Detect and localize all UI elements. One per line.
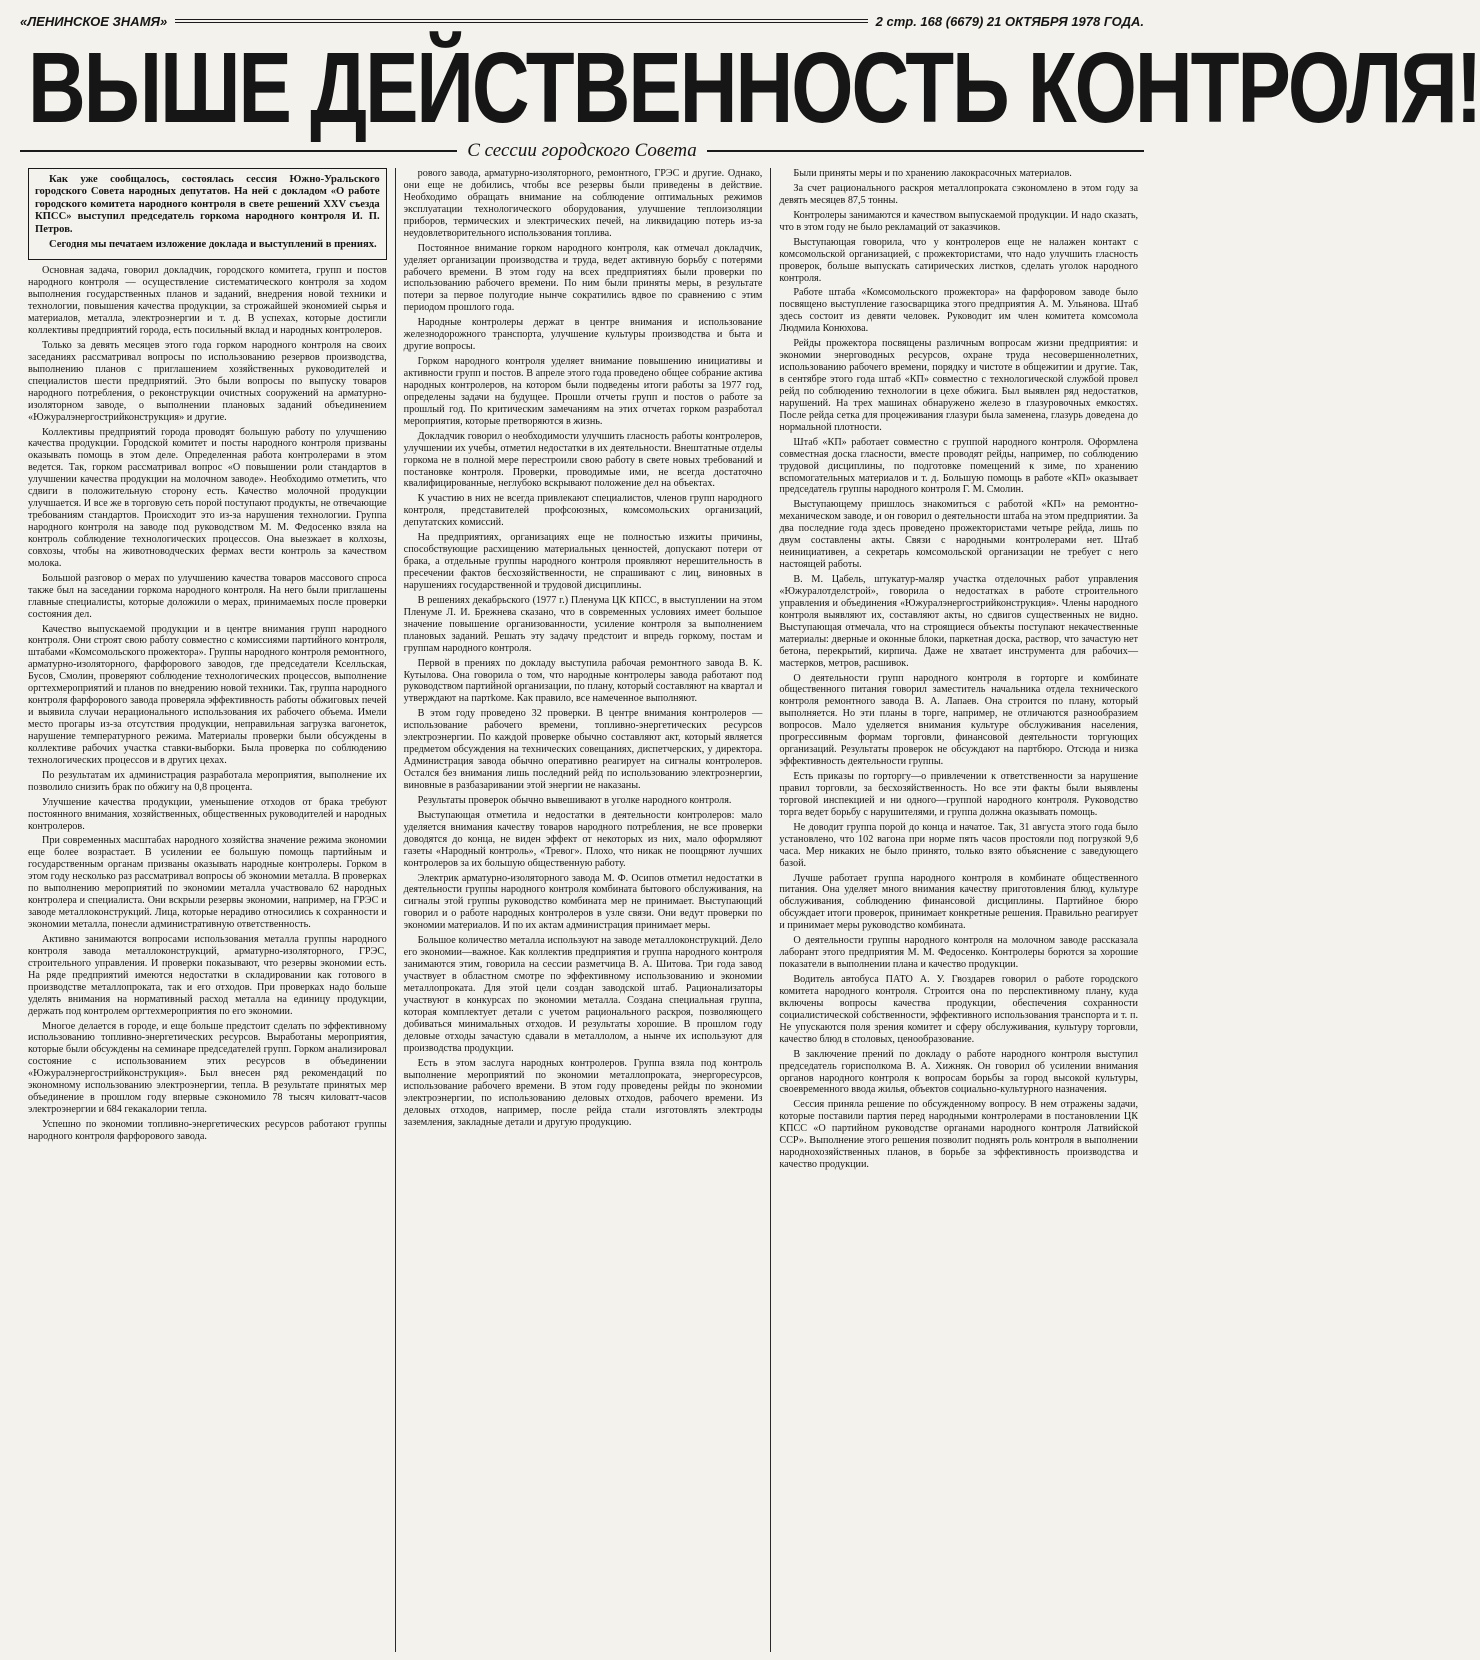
article-paragraph: По результатам их администрация разработала мероприятия, выполнение их позволило снизить брак по обжигу на 0,8 процента. — [28, 769, 387, 793]
article-paragraph: О деятельности групп народного контроля в горторге и комбинате общественного питания говорил заместитель начальника отдела технического контроля ремонтного завода В. А. Лапаев. Она строится по плану, который выполняется. Но эти планы в торге, например, не отличаются разнообразием вопросов. Мало уделяется внимания культуре обслуживания населения, прогрессивным формам торговли, финансовой деятельности торгующих организаций. Результаты проверок не обсуждают на партбюро. Отсюда и низка эффективность деятельности группы. — [779, 672, 1139, 768]
article-paragraph: Результаты проверок обычно вывешивают в уголке народного контроля. — [417, 794, 732, 806]
article-paragraph: Работе штаба «Комсомольского прожектора» на фарфоровом заводе было посвящено выступление газосварщика этого предприятия А. М. Ульянова. Штаб здесь состоит из девяти человек. Руководит им член комитета комсомола Людмила Конюхова. — [779, 287, 1139, 335]
article-paragraph: Постоянное внимание горком народного контроля, как отмечал докладчик, уделяет организации производства и труда, ведет активную борьбу с потерями рабочего времени. В этом году на всех предприятиях были проверки по использованию рабочего времени. По ним были приняты меры, в результате потери за первое полугодие нынче сократились вдвое по сравнению с этим периодом прошлого года. — [403, 242, 763, 314]
lead-paragraph: Как уже сообщалось, состоялась сессия Южно-Уральского городского Совета народных депутатов. На ней с докладом «О работе городского комитета народного контроля в свете решений XXV съезда КПСС» выступил председатель горкома народного контроля И. П. Петров. — [35, 174, 380, 235]
article-paragraph: При современных масштабах народного хозяйства значение режима экономии еще более возрастает. В усилении ее большую помощь партийным и государственным органам призваны оказывать народные контролеры. Горком в этом году несколько раз рассматривал вопросы об экономии металла. В проверках по выполнению мероприятий по экономии металла участвовало 62 народных контролера и специалиста. Они вскрыли резервы экономии, например, на ГРЭС и заводе металлоконструкций. Лица, которые нерадиво относились к сохранности и экономии металла, понесли административную ответственность. — [28, 835, 387, 931]
column-3-body — [779, 168, 1138, 1171]
newspaper-name: «ЛЕНИНСКОЕ ЗНАМЯ» — [20, 13, 168, 29]
article-columns — [20, 168, 1146, 1652]
article-paragraph: Многое делается в городе, и еще больше предстоит сделать по эффективному использованию топливно-энергетических ресурсов. Выработаны мероприятия, которые были обсуждены на семинаре председателей групп. Горком анализировал состояние с использованием этих ресурсов в объединении «Южуралэнергострийконструкция». Был внесен ряд рекомендаций по экономному использованию электроэнергии, тепла. В результате принятых мер объединение в прошлом году впервые сэкономило 78 тысяч киловатт-часов электроэнергии и 684 гекакалории тепла. — [28, 1020, 387, 1116]
article-paragraph: Горком народного контроля уделяет внимание повышению инициативы и активности групп и постов. В апреле этого года проведено общее собрание актива народных контролеров, на котором были подведены итоги работы за 1977 год, определены задачи на будущее. Прошли отчеты групп и постов о работе за прошлый год. По критическим замечаниям на этих отчетах горком разработал мероприятия, которые претворяются в жизнь. — [403, 356, 763, 427]
article-paragraph: О деятельности группы народного контроля на молочном заводе рассказала лаборант этого предприятия М. М. Федосенко. Контролеры борются за хорошие показатели в выполнении плана и качество продукции. — [779, 935, 1139, 971]
column-1-body — [28, 265, 387, 1143]
headline: ВЫШЕ ДЕЙСТВЕННОСТЬ КОНТРОЛЯ! — [28, 31, 1480, 143]
article-paragraph: рового завода, арматурно-изоляторного, ремонтного, ГРЭС и другие. Однако, они еще не добились, чтобы все резервы были приведены в действие. Необходимо обращать внимание на соблюдение оптимальных режимов эксплуатации технологического оборудования, улучшение теплоизоляции приборов, термических и электрических печей, на ликвидацию потерь из-за неудовлетворительного использования топлива. — [403, 168, 763, 239]
article-paragraph: Активно занимаются вопросами использования металла группы народного контроля завода металлоконструкций, арматурно-изоляторного, ГРЭС, строительного управления. И проверки показывают, что резервы экономии есть. На ряде предприятий имеются недостатки в складировании как готового в производстве металлопроката, так и его отходов. При проверках надо больше уделять внимания на нормативный расход металла на единицу продукции, держать под контролем оргтехмероприятия по его экономии. — [28, 933, 387, 1017]
article-paragraph: На предприятиях, организациях еще не полностью изжиты причины, способствующие расхищению материальных ценностей, допускают потери от брака, а отдельные группы народного контроля проявляют нерешительность в пресечении фактов бесхозяйственности, не спрашивают с лиц, виновных в нарушениях государственной и трудовой дисциплины. — [403, 532, 763, 591]
article-paragraph: В заключение прений по докладу о работе народного контроля выступил председатель горисполкома В. А. Хижняк. Он говорил об усилении внимания органов народного контроля к вопросам борьбы за город высокой культуры, своевременного ввода жилья, объектов социально-культурного назначения. — [779, 1048, 1139, 1096]
column-2-body — [404, 168, 763, 1129]
article-paragraph: Штаб «КП» работает совместно с группой народного контроля. Оформлена совместная доска гласности, вместе проводят рейды, например, по соблюдению трудовой дисциплины, по подготовке помещений к зиме, по хранению вспомогательных материалов и т. д. Большую помощь в работе «КП» оказывает председатель группы народного контроля Г. М. Смолин. — [779, 436, 1139, 496]
article-paragraph: Большой разговор о мерах по улучшению качества товаров массового спроса также был на заседании горкома народного контроля. На него были приглашены главные специалисты, которые доложили о мерах, принимаемых после проверки состояния дел. — [28, 572, 387, 620]
article-paragraph: К участию в них не всегда привлекают специалистов, членов групп народного контроля, представителей профсоюзных, комсомольских организаций, депутатских комиссий. — [403, 493, 763, 529]
column-2 — [395, 168, 771, 1652]
article-paragraph: Есть в этом заслуга народных контролеров. Группа взяла под контроль выполнение мероприятий по экономии металлопроката, энергоресурсов, использование рабочего времени. В этом году проведены рейды по экономии электроэнергии, по использованию деловых отходов, рабочего времени. Из деловых отходов, например, после рейда стали изготовлять электроды заземления, закладные детали и другую продукцию. — [403, 1057, 763, 1129]
article-paragraph: В решениях декабрьского (1977 г.) Пленума ЦК КПСС, в выступлении на этом Пленуме Л. И. Брежнева сказано, что в современных условиях имеет большое значение повышение организованности, усиление контроля за выполнением плановых заданий. Решать эту задачу предстоит и впредь горкому, постам и группам народного контроля. — [403, 594, 763, 654]
article-paragraph: Не доводит группа порой до конца и начатое. Так, 31 августа этого года было установлено, что 102 вагона при норме пять часов простояли под погрузкой 9,6 часа. Мер никаких не было принято, только взято объяснение с заведующего базой. — [779, 821, 1139, 869]
article-paragraph: В. М. Цабель, штукатур-маляр участка отделочных работ управления «Южуралотделстрой», говорила о недостатках в работе строительного управления и объединения «Южуралэнергострийконструкция». Члены народного контроля выявляют их, составляют акты, но сдвигов существенных не видно. Выступающая отмечала, что на строящиеся объекты поступают некачественные материалы: дверные и оконные блоки, паркетная доска, раствор, что зачастую нет бетона, перекрытий, кирпича. Даже не хватает инструмента для рабочих—мастерков, метров, расшивок. — [779, 574, 1139, 669]
article-paragraph: Докладчик говорил о необходимости улучшить гласность работы контролеров, улучшении их учебы, отметил недостатки в их деятельности. Внештатные отделы горкома не в полной мере перестроили свою работу в свете новых требований и постановке контроля. Проверки, проводимые ими, не всегда достаточно квалифицированные, неглубоко вскрывают положение дел на объектах. — [403, 430, 763, 490]
article-paragraph: За счет рационального раскроя металлопроката сэкономлено в этом году за девять месяцев 87,5 тонны. — [779, 182, 1139, 206]
article-paragraph: Контролеры занимаются и качеством выпускаемой продукции. И надо сказать, что в этом году не было рекламаций от заказчиков. — [779, 209, 1139, 233]
article-paragraph: Народные контролеры держат в центре внимания и использование железнодорожного транспорта, улучшение культуры производства и быта и другие вопросы. — [403, 317, 763, 353]
article-paragraph: Коллективы предприятий города проводят большую работу по улучшению качества продукции. Городской комитет и посты народного контроля призваны оказывать помощь в этом деле. Определенная работа контролерами в этом ведется. Так, горком рассматривал вопрос «О повышении роли стандартов в улучшении качества продукции на молочном заводе». Необходимо отметить, что сдвиги в положительную сторону есть. Качество молочной продукции улучшается. И все же в торговую сеть порой поступают продукты, не отвечающие требованиям стандартов. Происходит это из-за нарушения технологии. Группа народного контроля на заводе под руководством М. М. Федосенко взяла на контроль соблюдение технологических процессов. Она выезжает в колхозы, совхозы, чтобы на животноводческих фермах вести контроль за качеством молока. — [28, 426, 387, 569]
article-paragraph: Выступающая говорила, что у контролеров еще не налажен контакт с комсомольской организацией, с прожектористами, что надо улучшить гласность проверок, больше выпускать сатирических листков, сделать уголок народного контроля. — [779, 236, 1139, 284]
article-paragraph: В этом году проведено 32 проверки. В центре внимания контролеров — использование рабочего времени, топливно-энергетических ресурсов электроэнергии. По каждой проверке обычно составляют акт, который является предметом обсуждения на технических совещаниях, диспетчерских, у директора. Администрация завода обычно оперативно реагирует на сигналы контролеров. Остался без внимания лишь последний рейд по использованию электроэнергии, виновные в разбазаривании этой энергии не наказаны. — [403, 708, 763, 791]
article-paragraph: Есть приказы по горторгу—о привлечении к ответственности за нарушение правил торговли, за бесхозяйственность. Но все эти факты были выявлены торговой инспекцией и ни одного—группой народного контроля. Руководство торга ведет борьбу с нарушителями, и группа должна оказывать помощь. — [779, 771, 1139, 818]
article-paragraph: Рейды прожектора посвящены различным вопросам жизни предприятия: и экономии энерговодных ресурсов, охране труда несовершеннолетних, использованию рабочего времени, порядку и чистоте в общежитии и другие. Так, в сентябре этого года штаб «КП» совместно с технологической службой провел рейд по соблюдению технологии в цехе обжига. Был выявлен ряд недостатков, нарушений. На трех машинах обнаружено железо в глазуровочных емкостях. После рейда сетка для процеживания глазури была заменена, глазурь доведена до нормальной плотности. — [779, 338, 1139, 433]
column-1 — [20, 168, 395, 1652]
subhead: С сессии городского Совета — [467, 140, 697, 161]
article-paragraph: Электрик арматурно-изоляторного завода М. Ф. Осипов отметил недостатки в деятельности группы народного контроля комбината бытового обслуживания, на сигналы этой группы руководство комбината мер не принимает. Выступающий говорил и о работе народных контролеров в узле связи. Они ведут проверки по экономии материалов. И по их актам администрация принимает меры. — [403, 872, 763, 932]
article-paragraph: Водитель автобуса ПАТО А. У. Гвоздарев говорил о работе городского комитета народного контроля. Строится она по перспективному плану, куда включены вопросы качества продукции, обеспечения сохранности социалистической собственности, эффективного использования транспорта и т. п. Не упускаются поля зрения комитет и сферу обслуживания, культуру торговли, качество блюд в столовых, ценообразование. — [779, 974, 1139, 1045]
article-paragraph: Большое количество металла используют на заводе металлоконструкций. Дело его экономии—важное. Как коллектив предприятия и группа народного контроля занимаются этим, говорила на сессии разметчица В. А. Шитова. Три года завод участвует в областном смотре по эффективному использованию и экономии металлопроката. Для этой цели создан заводской штаб. Рационализаторы участвуют в конкурсах по экономии металла. Создана специальная группа, которая комплектует детали с учетом рационального раскроя, позволяющего добиваться минимальных отходов. И результаты хорошие. В прошлом году деловые отходы зачастую сдавали в металлолом, а нынче их используют для производства продукции. — [403, 935, 763, 1054]
article-paragraph: Сессия приняла решение по обсужденному вопросу. В нем отражены задачи, которые поставили партия перед народными контролерами в постановлении ЦК КПСС «О партийном руководстве органами народного контроля Латвийской ССР». Выполнение этого решения позволит поднять роль контроля в выполнении народнохозяйственных планов, в борьбе за эффективность производства и качество продукции. — [779, 1099, 1139, 1171]
article-paragraph: Лучше работает группа народного контроля в комбинате общественного питания. Она уделяет много внимания качеству приготовления блюд, культуре обслуживания, соблюдению финансовой дисциплины. Партийное бюро обсуждает итоги проверок, принимает конкретные решения. Правильно реагирует и принимает меры руководство комбината. — [779, 872, 1139, 932]
issue-info: 2 стр. 168 (6679) 21 ОКТЯБРЯ 1978 ГОДА. — [875, 13, 1144, 29]
article-paragraph: Выступающему пришлось знакомиться с работой «КП» на ремонтно-механическом заводе, и он говорил о деятельности штаба на этом предприятии. За два последние года здесь проведено прожектористами четыре рейда, лишь по двум составлены акты. Связи с народными контролерами нет. Штаб неинициативен, а секретарь комсомольской организации не требует с него настоящей работы. — [779, 499, 1139, 571]
article-paragraph: Первой в прениях по докладу выступила рабочая ремонтного завода В. К. Кутылова. Она говорила о том, что народные контролеры завода работают под руководством партийной организации, по плану, который составляют на квартал и утверждают на партkоме. Как правило, все намеченное выполняют. — [403, 657, 763, 705]
article-paragraph: Выступающая отметила и недостатки в деятельности контролеров: мало уделяется внимания качеству товаров народного потребления, не все проверки доводятся до конца, не виден эффект от некоторых из них, мало оформляют газеты «Народный контроль», «Тревог». Плохо, что никак не поощряют лучших контролеров за их большую общественную работу. — [403, 809, 763, 869]
article-paragraph: Основная задача, говорил докладчик, городского комитета, групп и постов народного контроля — осуществление систематического контроля за ходом выполнения государственных планов и заданий, внедрения новой техники и технологии, повышения качества продукции, за строжайшей экономией сырья и материалов, металла, электроэнергии и т. д. В успехах, которые достигли коллективы предприятий города, есть посильный вклад и народных контролеров. — [28, 265, 387, 337]
article-paragraph: Качество выпускаемой продукции и в центре внимания групп народного контроля. Они строят свою работу совместно с комиссиями партийного контроля, штабами «Комсомольского прожектора». Группы народного контроля ремонтного, арматурно-изоляторного, фарфорового заводов, где председатели Кселльская, Бусов, Смолин, проверяют соблюдение технологических процессов, выполнение оргтехмероприятий и планов по внедрению новой техники. Так, группа народного контроля фарфорового завода проверяла эффективность работы обжиговых печей и выявила случаи нерационального использования их рабочего объема. Имели место прогары из-за отсутствия продукции, неправильная загрузка вагонеток, нарушение температурного режима. Материалы проверки были обсуждены в коллективе рабочих участка ставки-выборки. Была проверка по соблюдению технологических процессов и в других цехах. — [28, 623, 387, 766]
masthead-rule — [175, 19, 867, 23]
column-3 — [770, 168, 1146, 1652]
article-paragraph: Только за девять месяцев этого года горком народного контроля на своих заседаниях рассматривал вопросы по использованию резервов производства, выполнению планов с приглашением хозяйственных руководителей и специалистов шести предприятий. Это были вопросы по выпуску товаров народного потребления, о реконструкции очистных сооружений на арматурно-изоляторном заводе, о выполнении плановых заданий объединением «Южуралэнергострийконструкция» и другие. — [28, 339, 387, 423]
lead-box — [28, 168, 387, 260]
article-paragraph: Успешно по экономии топливно-энергетических ресурсов работают группы народного контроля фарфорового завода. — [28, 1119, 387, 1142]
article-paragraph: Улучшение качества продукции, уменьшение отходов от брака требуют постоянного внимания, хозяйственных, общественных руководителей и народных контролеров. — [28, 796, 387, 832]
subhead-rule-left — [20, 150, 457, 152]
subhead-rule-right — [707, 150, 1144, 152]
subhead-row — [20, 140, 1144, 162]
article-paragraph: Были приняты меры и по хранению лакокрасочных материалов. — [793, 168, 1072, 179]
lead-paragraph: Сегодня мы печатаем изложение доклада и выступлений в прениях. — [49, 238, 377, 250]
